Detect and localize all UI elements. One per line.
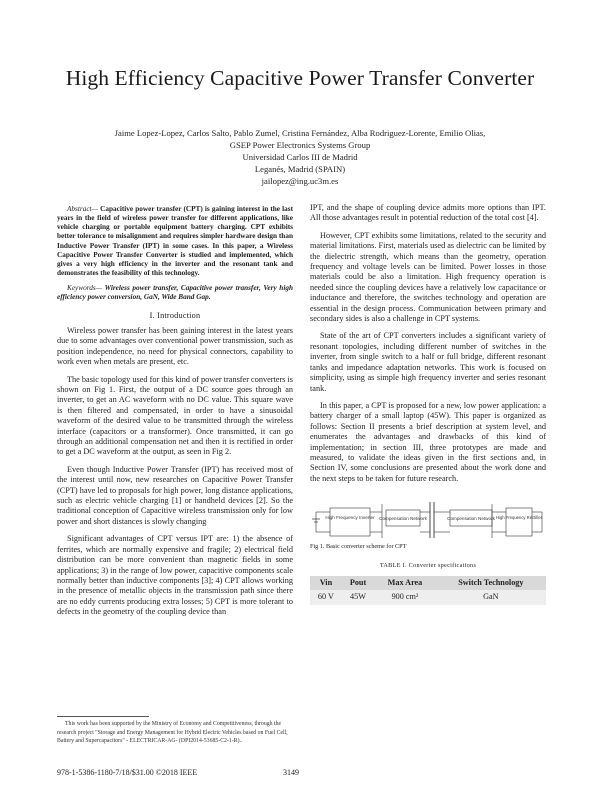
footer-isbn: 978-1-5386-1180-7/18/$31.00 ©2018 IEEE bbox=[57, 768, 198, 777]
author-email: jailopez@ing.uc3m.es bbox=[261, 176, 339, 187]
keywords bbox=[57, 284, 293, 302]
affiliation-group: GSEP Power Electronics Systems Group bbox=[229, 140, 371, 151]
paragraph: The basic topology used for this kind of power transfer converters is shown on Fig 1. First, the output of a DC source goes through an inverter, to get an AC waveform with no DC value. This square wave is then filtered and compensated, in order to have a sinusoidal waveform of the desired value to be transmitted through the wireless interface (capacitors or a transformer). Once transmitted, it can go through an additional compensation net and then it is rectified in order to get a DC waveform at the output, as seen in Fig 2. bbox=[57, 374, 293, 457]
inverter-label: High Frequency Inverter bbox=[325, 515, 375, 521]
abstract-text: Capacitive power transfer (CPT) is gaining interest in the last years in the field of wireless power transfer for different applications, like vehicle charging or portable equipment battery charging. CPT exhibits better tolerance to misalignment and requires simpler hardware design than Inductive Power Transfer (IPT) in some cases. In this paper, a Wireless Capacitive Power Transfer Converter is studied and implemented, which gives a very high efficiency in the inverter and the resonant tank and demonstrates the feasibility of this technology. bbox=[57, 205, 293, 278]
table-header: Pout bbox=[342, 576, 374, 590]
converter-scheme-diagram bbox=[310, 490, 546, 540]
footnote-text: This work has been supported by the Ministry of Economy and Competitiveness, through the research project "Storage and Energy Management for Hybrid Electric Vehicles based on Fuel Cell, Battery and Supercapacitors" - ELECTRICAR-AG- (DPI2014-53685-C2-1-R).. bbox=[57, 721, 288, 745]
table-row bbox=[310, 590, 546, 604]
paragraph: In this paper, a CPT is proposed for a new, low power application: a battery charger of a small laptop (45W). This paper is organized as follows: Section II presents a brief description at system level, and enumerates the advantages and drawbacks of this kind of implementation; in section III, three prototypes are made and measured, to validate the ideas given in the first sections and, in Section IV, some conclusions are presented about the work done and the next steps to be taken for future research. bbox=[310, 400, 546, 483]
left-column bbox=[57, 205, 293, 618]
paragraph: IPT, and the shape of coupling device admits more options than IPT. All those advantages result in potential reduction of the total cost [4]. bbox=[310, 203, 546, 223]
affiliation-location: Leganés, Madrid (SPAIN) bbox=[254, 164, 346, 175]
converter-scheme-figure bbox=[310, 490, 546, 540]
table-cell: 45W bbox=[342, 590, 374, 604]
abstract-label: Abstract— bbox=[67, 205, 99, 213]
author-names: Jaime Lopez-Lopez, Carlos Salto, Pablo Zumel, Cristina Fernández, Alba Rodriguez-Lorente, Emilio Olias, bbox=[114, 128, 486, 138]
table-cell: 60 V bbox=[310, 590, 342, 604]
page-number: 3149 bbox=[283, 768, 299, 777]
compensation-label-secondary: Compensation Network bbox=[447, 516, 495, 522]
table-header: Vin bbox=[310, 576, 342, 590]
figure-caption: Fig 1. Basic converter scheme for CPT bbox=[310, 543, 407, 551]
table-cell: GaN bbox=[436, 590, 546, 604]
table-caption: TABLE I. Converter specifications bbox=[379, 561, 477, 569]
abstract bbox=[57, 205, 293, 278]
rectifier-block bbox=[506, 508, 532, 536]
affiliation-university: Universidad Carlos III de Madrid bbox=[242, 152, 358, 163]
compensation-label-primary: Compensation Network bbox=[379, 516, 427, 522]
table-cell: 900 cm² bbox=[374, 590, 435, 604]
footnote bbox=[57, 720, 293, 746]
table-header: Switch Technology bbox=[436, 576, 546, 590]
footnote-divider bbox=[57, 716, 149, 717]
rectifier-label: High Frequency Rectifier bbox=[495, 515, 543, 521]
specifications-table bbox=[310, 576, 546, 605]
table-header-row bbox=[310, 576, 546, 590]
keywords-text: Wireless power transfer, Capacitive power transfer, Very high efficiency power conversion, GaN, Wide Band Gap. bbox=[57, 284, 293, 302]
inverter-block bbox=[330, 508, 370, 536]
paragraph: Even though Inductive Power Transfer (IPT) has received most of the interest until now, new researches on Capacitive Power Transfer (CPT) have led to proposals for high power, long distance applications, such as electric vehicle charging [1] or handheld devices [2]. So the traditional conception of Capacitive wireless transmission only for low power and short distances is slowly changing bbox=[57, 464, 293, 526]
paragraph: Significant advantages of CPT versus IPT are: 1) the absence of ferrites, which are normally expensive and fragile; 2) electrical field distribution can be more convenient than magnetic fields in some applications; 3) in the range of low power, capacitive components scale normally better than inductive components [3]; 4) CPT allows working in the presence of metallic objects in the transmission path since there are no eddy currents producing extra losses; 5) CPT is more tolerant to defects in the geometry of the coupling device than bbox=[57, 534, 293, 617]
keywords-label: Keywords— bbox=[67, 284, 103, 293]
table-header: Max Area bbox=[374, 576, 435, 590]
paragraph: State of the art of CPT converters includes a significant variety of resonant topologies, including different number of switches in the inverter, from single switch to a half or full bridge, different resonant tanks and impedance adaptation networks. This work is focused on simplicity, using as simple high frequency inverter and series resonant tank. bbox=[310, 331, 546, 393]
section-heading-introduction: I. Introduction bbox=[149, 310, 201, 320]
paragraph: However, CPT exhibits some limitations, related to the security and material limitations. First, materials used as dielectric can be limited by the dielectric strength, which means than the geometry, operation frequency and voltage levels can be limited. Power losses in those materials could be also a limitation. High frequency operation is needed since the coupling devices have a relatively low capacitance or inductance and therefore, the switches technology and operation are essential in the design process. Communication between primary and secondary sides is also a challenge in CPT systems. bbox=[310, 230, 546, 324]
paragraph: Wireless power transfer has been gaining interest in the latest years due to some advantages over conventional power transmission, such as position independence, no need for physical connectors, capability to work even when metals are present, etc. bbox=[57, 325, 293, 367]
author-block bbox=[0, 127, 600, 187]
paper-title: High Efficiency Capacitive Power Transfer Converter bbox=[65, 66, 535, 90]
right-column bbox=[310, 203, 546, 605]
